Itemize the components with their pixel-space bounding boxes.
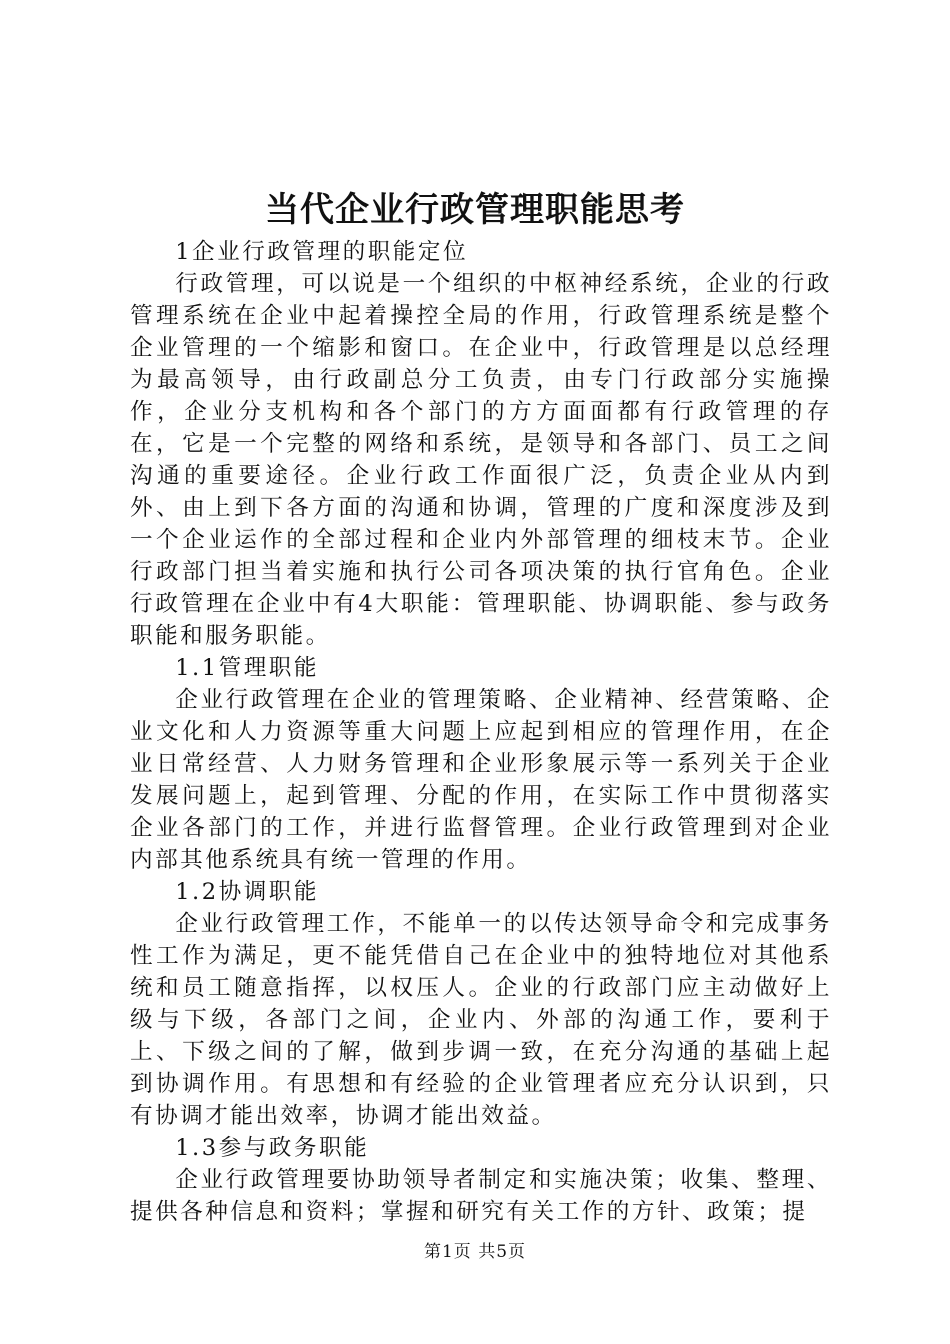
- section-paragraph: 企业行政管理工作，不能单一的以传达领导命令和完成事务性工作为满足，更不能凭借自己在企业中的独特地位对其他系统和员工随意指挥，以权压人。企业的行政部门应主动做好上级与下级，各部门之间，企业内、外部的沟通工作，要利于上、下级之间的了解，做到步调一致，在充分沟通的基础上起到协调作用。有思想和有经验的企业管理者应充分认识到，只有协调才能出效率，协调才能出效益。: [130, 911, 832, 1129]
- document-body: [130, 236, 832, 1228]
- section-heading: 1.1管理职能: [175, 655, 319, 681]
- section-heading: 1.3参与政务职能: [175, 1135, 370, 1161]
- section-paragraph: 企业行政管理要协助领导者制定和实施决策；收集、整理、提供各种信息和资料；掌握和研究有关工作的方针、政策；提: [130, 1167, 832, 1225]
- section-paragraph: 企业行政管理在企业的管理策略、企业精神、经营策略、企业文化和人力资源等重大问题上应起到相应的管理作用，在企业日常经营、人力财务管理和企业形象展示等一系列关于企业发展问题上，起到管理、分配的作用，在实际工作中贯彻落实企业各部门的工作，并进行监督管理。企业行政管理到对企业内部其他系统具有统一管理的作用。: [130, 687, 832, 873]
- page-footer: 第1页 共5页: [423, 1242, 527, 1262]
- section-paragraph: 行政管理，可以说是一个组织的中枢神经系统，企业的行政管理系统在企业中起着操控全局的作用，行政管理系统是整个企业管理的一个缩影和窗口。在企业中，行政管理是以总经理为最高领导，由行政副总分工负责，由专门行政部分实施操作，企业分支机构和各个部门的方方面面都有行政管理的存在，它是一个完整的网络和系统，是领导和各部门、员工之间沟通的重要途径。企业行政工作面很广泛，负责企业从内到外、由上到下各方面的沟通和协调，管理的广度和深度涉及到一个企业运作的全部过程和企业内外部管理的细枝末节。企业行政部门担当着实施和执行公司各项决策的执行官角色。企业行政管理在企业中有4大职能：管理职能、协调职能、参与政务职能和服务职能。: [130, 271, 832, 649]
- section-heading: 1企业行政管理的职能定位: [175, 239, 469, 265]
- section-heading: 1.2协调职能: [175, 879, 319, 905]
- document-title: 当代企业行政管理职能思考: [265, 190, 685, 230]
